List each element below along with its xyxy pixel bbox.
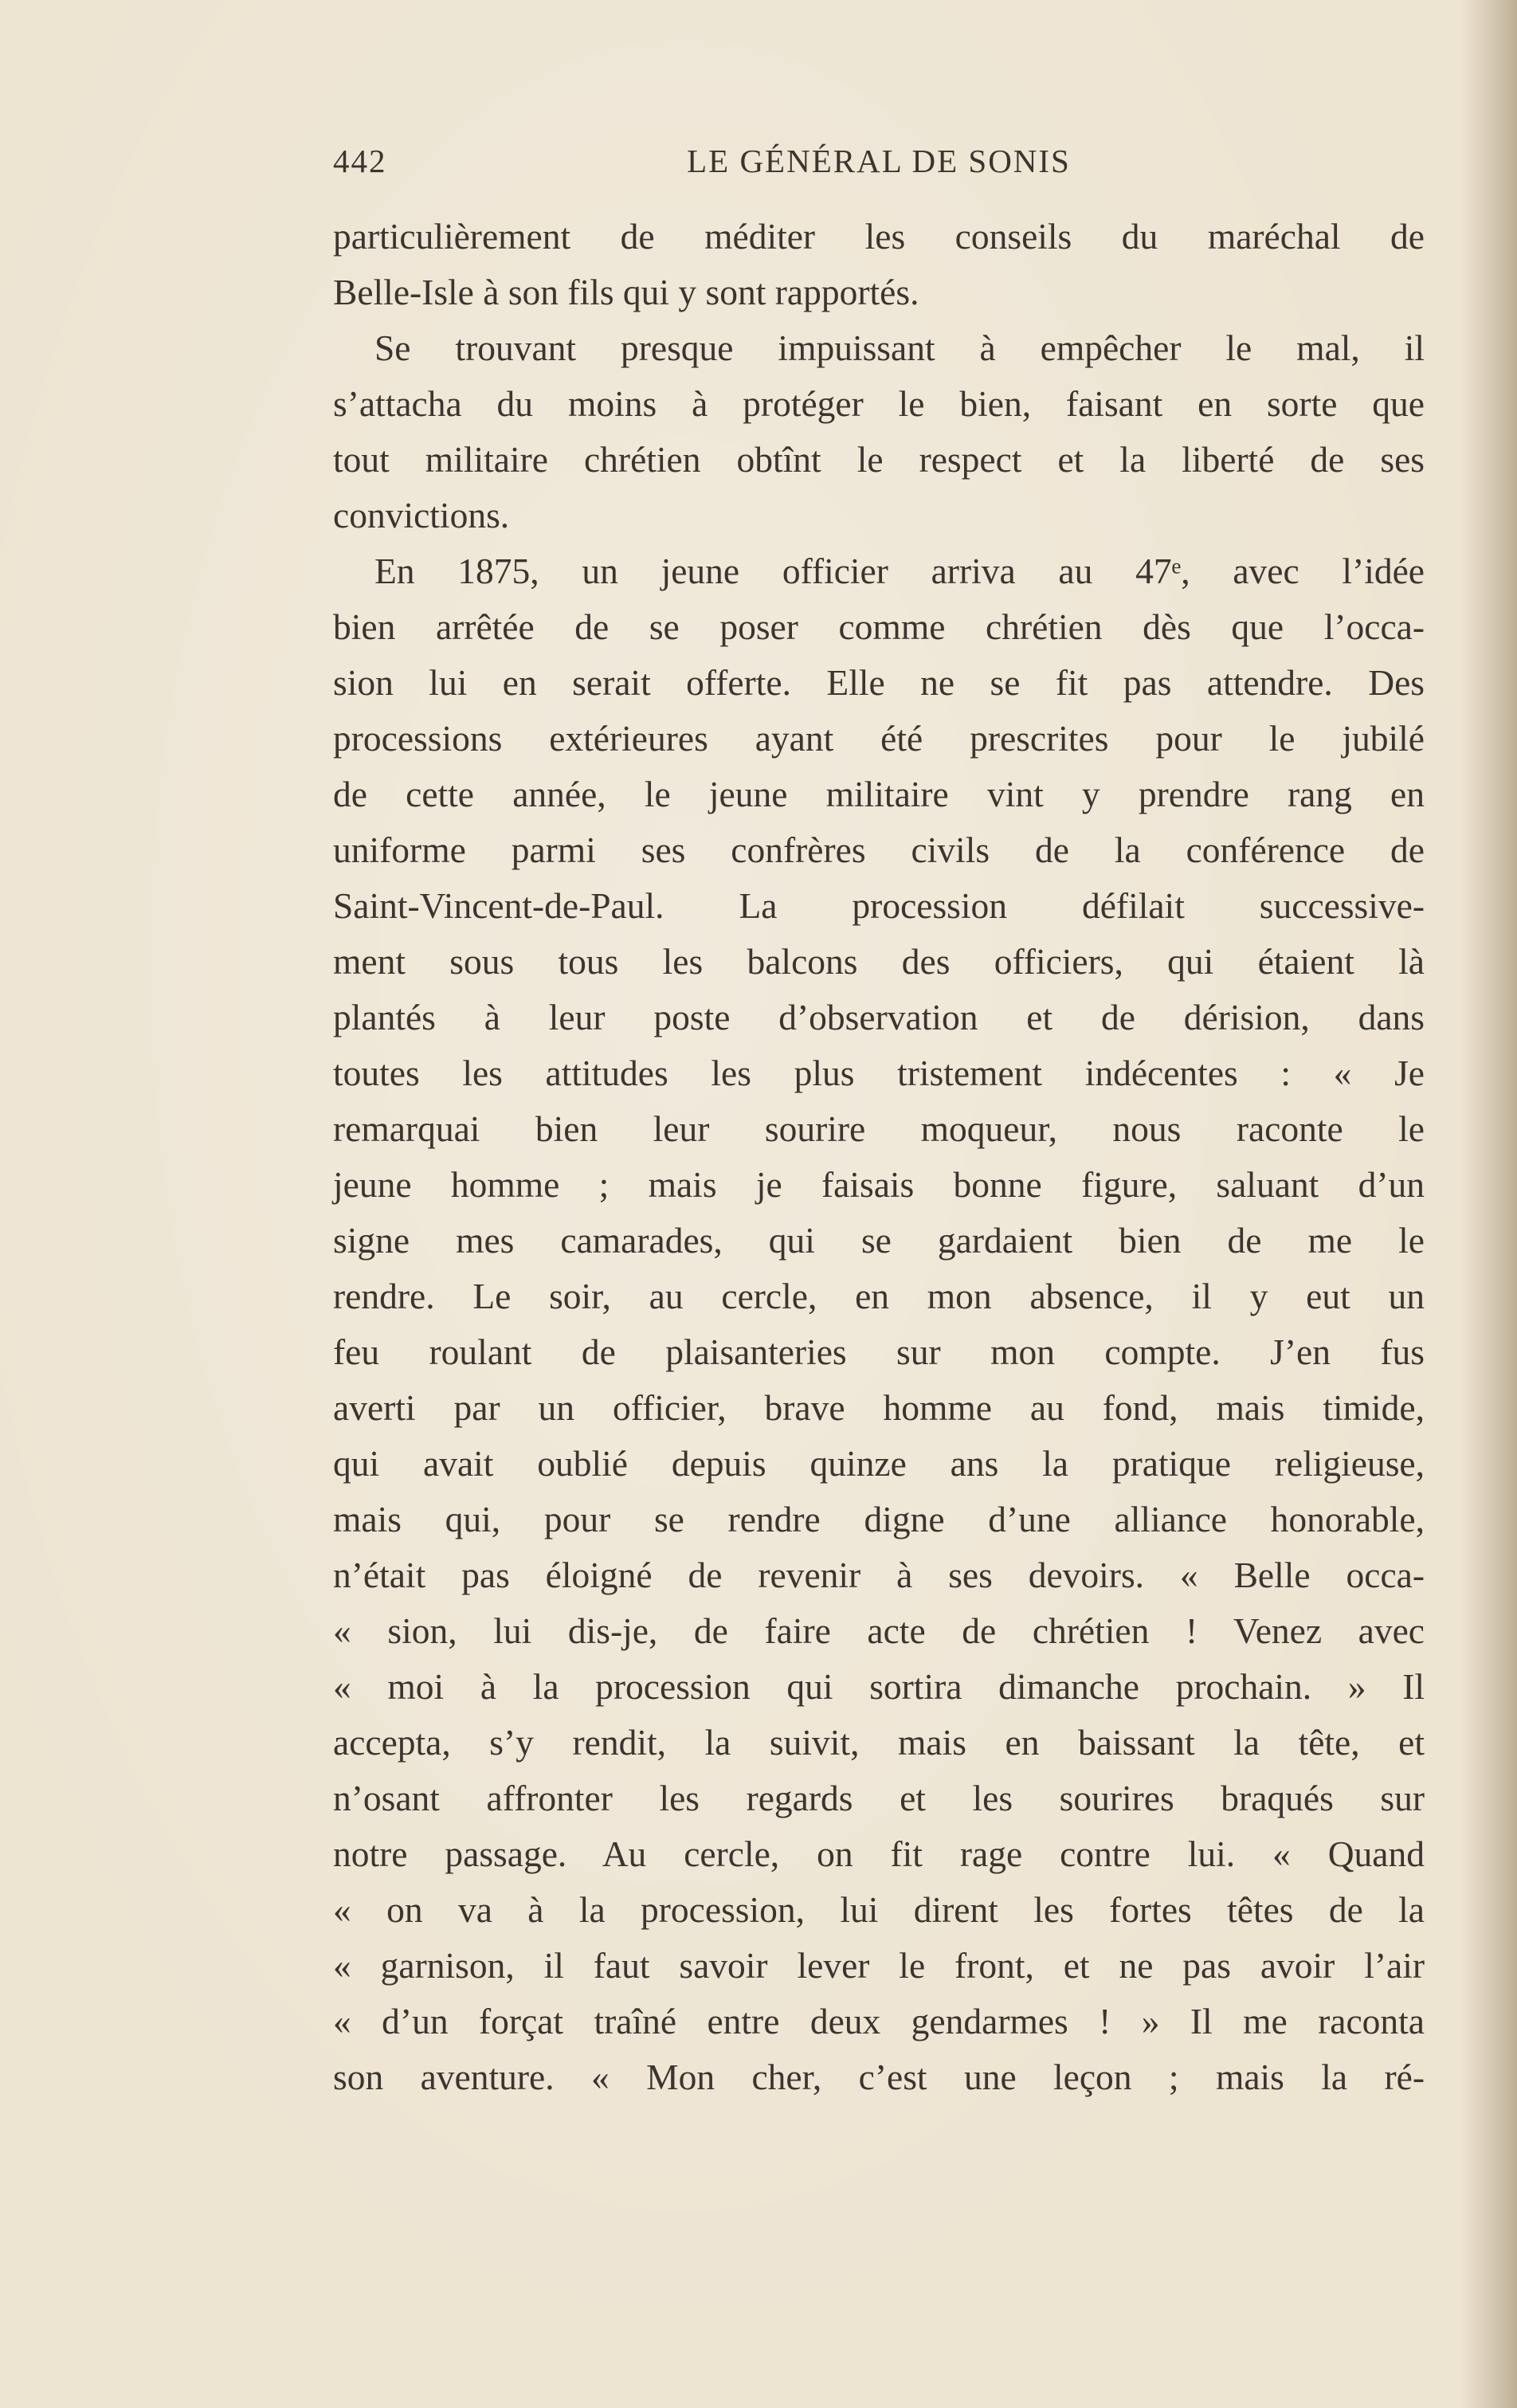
- text-line: « on va à la procession, lui dirent les fortes têtes de la: [333, 1889, 1425, 1930]
- text-line: n’osant affronter les regards et les sourires braqués sur: [333, 1778, 1425, 1818]
- text-line: processions extérieures ayant été prescrites pour le jubilé: [333, 718, 1425, 759]
- text-line: son aventure. « Mon cher, c’est une leçon ; mais la ré-: [333, 2057, 1425, 2097]
- text-line: remarquai bien leur sourire moqueur, nous raconte le: [333, 1108, 1425, 1149]
- text-line: En 1875, un jeune officier arriva au 47ᵉ, avec l’idée: [374, 551, 1425, 591]
- text-line: tout militaire chrétien obtînt le respect et la liberté de ses: [333, 439, 1425, 480]
- page-header: [333, 137, 1425, 185]
- text-line: signe mes camarades, qui se gardaient bien de me le: [333, 1220, 1425, 1261]
- text-line: « d’un forçat traîné entre deux gendarmes ! » Il me raconta: [333, 2001, 1425, 2041]
- text-line: particulièrement de méditer les conseils du maréchal de: [333, 216, 1425, 257]
- text-line: sion lui en serait offerte. Elle ne se fit pas attendre. Des: [333, 662, 1425, 703]
- text-line: ment sous tous les balcons des officiers, qui étaient là: [333, 941, 1425, 982]
- text-line: n’était pas éloigné de revenir à ses devoirs. « Belle occa-: [333, 1555, 1425, 1595]
- text-line: plantés à leur poste d’observation et de dérision, dans: [333, 997, 1425, 1037]
- text-line: uniforme parmi ses confrères civils de la conférence de: [333, 829, 1425, 870]
- text-line: averti par un officier, brave homme au fond, mais timide,: [333, 1387, 1425, 1428]
- text-line: qui avait oublié depuis quinze ans la pratique religieuse,: [333, 1443, 1425, 1484]
- text-line: feu roulant de plaisanteries sur mon compte. J’en fus: [333, 1331, 1425, 1372]
- text-line: Saint-Vincent-de-Paul. La procession défilait successive-: [333, 885, 1425, 926]
- text-line: Belle-Isle à son fils qui y sont rapportés.: [333, 272, 919, 312]
- page-number: 442: [333, 143, 387, 179]
- text-line: « garnison, il faut savoir lever le front, et ne pas avoir l’air: [333, 1945, 1425, 1986]
- text-line: de cette année, le jeune militaire vint y prendre rang en: [333, 774, 1425, 814]
- running-title: LE GÉNÉRAL DE SONIS: [687, 143, 1071, 179]
- text-line: rendre. Le soir, au cercle, en mon absence, il y eut un: [333, 1276, 1425, 1316]
- text-line: jeune homme ; mais je faisais bonne figure, saluant d’un: [333, 1164, 1425, 1205]
- text-line: accepta, s’y rendit, la suivit, mais en baissant la tête, et: [333, 1722, 1425, 1763]
- text-line: s’attacha du moins à protéger le bien, faisant en sorte que: [333, 383, 1425, 424]
- text-line: notre passage. Au cercle, on fit rage contre lui. « Quand: [333, 1833, 1425, 1874]
- text-line: bien arrêtée de se poser comme chrétien dès que l’occa-: [333, 606, 1425, 647]
- text-line: mais qui, pour se rendre digne d’une alliance honorable,: [333, 1499, 1425, 1539]
- text-line: convictions.: [333, 495, 510, 535]
- body-text: [333, 209, 1425, 2105]
- spine-shadow: [1461, 0, 1517, 2408]
- text-line: Se trouvant presque impuissant à empêcher le mal, il: [374, 327, 1425, 368]
- text-line: toutes les attitudes les plus tristement indécentes : « Je: [333, 1053, 1425, 1093]
- text-line: « moi à la procession qui sortira dimanche prochain. » Il: [333, 1666, 1425, 1707]
- text-line: « sion, lui dis-je, de faire acte de chrétien ! Venez avec: [333, 1610, 1425, 1651]
